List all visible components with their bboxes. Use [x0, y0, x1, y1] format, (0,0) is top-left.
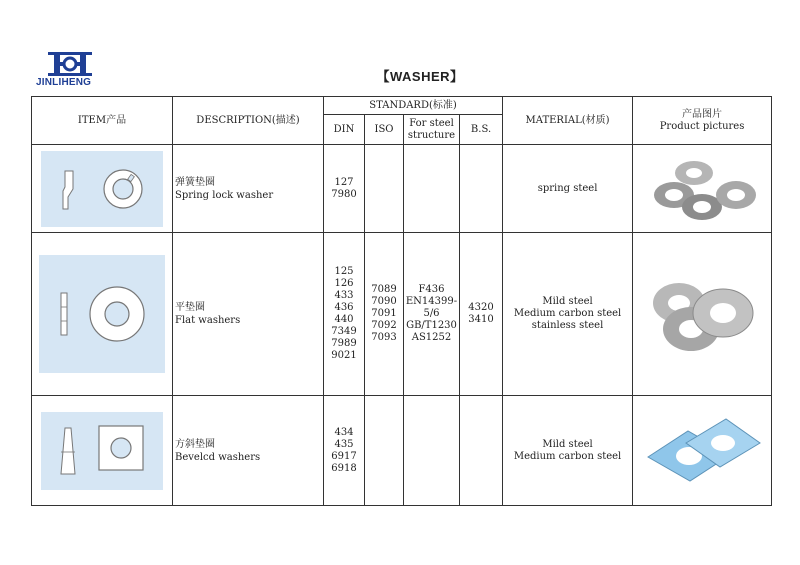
- steel-value: F436: [418, 284, 445, 295]
- header-material: MATERIAL(材质): [503, 97, 633, 145]
- iso-value: 7090: [371, 296, 397, 307]
- header-description: DESCRIPTION(描述): [173, 97, 324, 145]
- header-pictures: [633, 97, 772, 145]
- brand-logo: [36, 52, 106, 90]
- iso-cell: [365, 396, 404, 506]
- din-value: 433: [334, 290, 354, 301]
- iso-value: 7092: [371, 320, 397, 331]
- din-value: 9021: [331, 350, 357, 361]
- iso-value: 7089: [371, 284, 397, 295]
- din-value: 6918: [331, 462, 357, 474]
- steel-value: AS1252: [411, 332, 452, 343]
- material-cell: [503, 396, 633, 506]
- material-value: Medium carbon steel: [513, 308, 622, 319]
- header-pictures-cn: 产品图片: [682, 108, 723, 120]
- material-cell: [503, 233, 633, 396]
- din-value: 7989: [331, 338, 357, 349]
- description-cell: [173, 145, 324, 233]
- material-value: spring steel: [537, 182, 598, 194]
- bevel-washer-photo-icon: [642, 409, 762, 493]
- bs-cell: [460, 145, 503, 233]
- din-value: 7349: [331, 326, 357, 337]
- item-drawing-cell: [32, 233, 173, 396]
- description-en: Spring lock washer: [175, 189, 274, 201]
- description-cn: 平垫圈: [175, 302, 205, 313]
- din-value: 6917: [331, 450, 357, 462]
- table-row: [32, 396, 772, 506]
- din-value: 435: [334, 438, 354, 450]
- flat-washer-drawing-icon: [39, 255, 165, 373]
- din-cell: [324, 145, 365, 233]
- material-value: stainless steel: [531, 320, 604, 331]
- din-value: 7980: [331, 188, 357, 200]
- header-steel-line2: structure: [407, 129, 456, 141]
- picture-cell: [633, 145, 772, 233]
- header-steel-structure: [404, 115, 460, 145]
- header-standard: STANDARD(标准): [324, 97, 503, 115]
- steel-structure-cell: [404, 396, 460, 506]
- steel-value: EN14399-: [405, 296, 458, 307]
- table-row: [32, 233, 772, 396]
- bs-value: 3410: [468, 314, 494, 325]
- header-steel-line1: For steel: [409, 117, 454, 129]
- header-item: ITEM产品: [32, 97, 173, 145]
- header-pictures-en: Product pictures: [659, 120, 745, 132]
- item-drawing-cell: [32, 145, 173, 233]
- description-cn: 弹簧垫圈: [175, 176, 215, 188]
- iso-cell: [365, 145, 404, 233]
- header-bs: B.S.: [460, 115, 503, 145]
- iso-value: 7093: [371, 332, 397, 343]
- iso-cell: [365, 233, 404, 396]
- bevel-washer-drawing-icon: [41, 412, 163, 490]
- material-value: Medium carbon steel: [513, 450, 622, 462]
- header-din: DIN: [324, 115, 365, 145]
- item-drawing-cell: [32, 396, 173, 506]
- description-en: Bevelcd washers: [175, 451, 261, 463]
- description-cell: [173, 233, 324, 396]
- header-row: [32, 97, 772, 115]
- din-value: 125: [334, 266, 354, 277]
- iso-value: 7091: [371, 308, 397, 319]
- spring-washer-photo-icon: [642, 149, 762, 229]
- bs-cell: [460, 233, 503, 396]
- description-en: Flat washers: [175, 315, 241, 326]
- table-row: [32, 145, 772, 233]
- bs-cell: [460, 396, 503, 506]
- logo-mark-icon: [48, 52, 92, 76]
- din-value: 126: [334, 278, 354, 289]
- spring-washer-drawing-icon: [41, 151, 163, 227]
- description-cell: [173, 396, 324, 506]
- picture-cell: [633, 233, 772, 396]
- brand-name: JINLIHENG: [36, 77, 92, 88]
- material-value: Mild steel: [542, 296, 593, 307]
- page-title: 【WASHER】: [376, 69, 464, 84]
- bs-value: 4320: [468, 302, 494, 313]
- din-value: 127: [334, 176, 354, 188]
- steel-structure-cell: [404, 145, 460, 233]
- flat-washer-photo-icon: [639, 259, 765, 369]
- din-value: 434: [334, 426, 354, 438]
- steel-value: GB/T1230: [406, 320, 457, 331]
- picture-cell: [633, 396, 772, 506]
- din-value: 440: [334, 314, 354, 325]
- din-cell: [324, 233, 365, 396]
- material-value: Mild steel: [542, 438, 593, 450]
- material-cell: [503, 145, 633, 233]
- description-cn: 方斜垫圈: [175, 438, 215, 450]
- din-value: 436: [334, 302, 354, 313]
- din-cell: [324, 396, 365, 506]
- washer-spec-table: [31, 96, 772, 506]
- steel-structure-cell: [404, 233, 460, 396]
- header-iso: ISO: [365, 115, 404, 145]
- steel-value: 5/6: [423, 308, 440, 319]
